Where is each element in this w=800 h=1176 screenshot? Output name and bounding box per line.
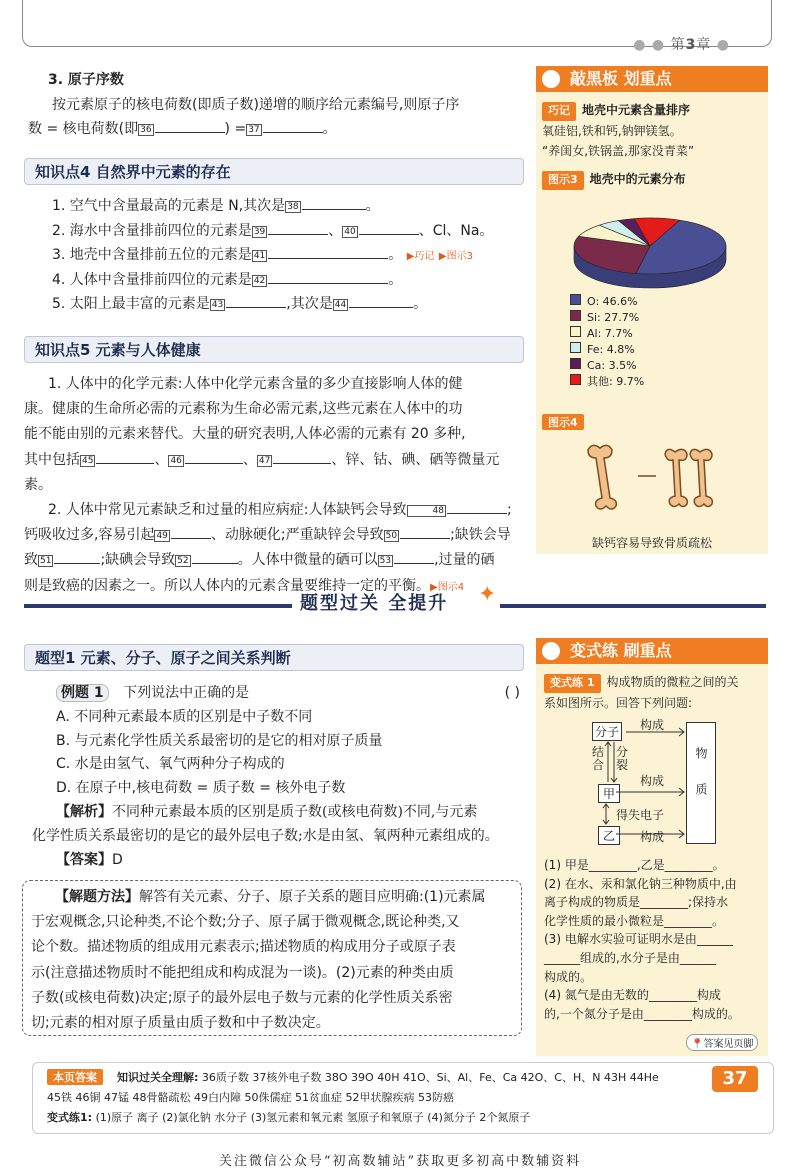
- fill-blank[interactable]: [302, 209, 366, 210]
- answer-line: 45铁 46铜 47锰 48骨骼疏松 49白内障 50侏儒症 51贫血症 52甲状腺疾病 53防癌: [47, 1091, 454, 1104]
- legend-label: Al: 7.7%: [587, 327, 633, 340]
- sidebar-title: 变式练 刷重点: [536, 638, 768, 664]
- fill-blank[interactable]: [400, 538, 450, 539]
- kp5-header: 知识点5 元素与人体健康: [24, 336, 524, 363]
- fill-blank[interactable]: [263, 132, 323, 133]
- legend-label: 其他: 9.7%: [587, 375, 645, 388]
- fill-blank[interactable]: [54, 563, 100, 564]
- diagram-arrows: [536, 716, 768, 856]
- tip-tag: 巧记: [542, 102, 576, 121]
- paragraph: 康。健康的生命所必需的元素称为生命必需元素,这些元素在人体中的功: [24, 401, 463, 418]
- paragraph: 按元素原子的核电荷数(即质子数)递增的顺序给元素编号,则原子序: [52, 96, 460, 113]
- legend-item: [570, 342, 644, 358]
- fill-blank[interactable]: [268, 258, 388, 259]
- legend-label: Si: 27.7%: [587, 311, 640, 324]
- fig4-caption: 缺钙容易导致骨质疏松: [591, 536, 712, 550]
- variant-questions: (1) 甲是________,乙是________。 (2) 在水、汞和氯化钠三种物质中,由 离子构成的物质是________;保持水 化学性质的最小微粒是________。 (3) 电解水实验可证明水是由______ ______组成的,水分子是由______ 构成的。 (4) 氮气是由无数的________构成 的,一个氮分子是由________构成的。: [544, 858, 740, 1021]
- paragraph: 其中包括 45 、 46 、 47 、锌、钴、碘、硒等微量元素。: [24, 451, 500, 493]
- kp4-list: [24, 194, 524, 317]
- analysis-cont: 化学性质关系最密切的是它的最外层电子数;水是由氢、氧两种元素组成的。: [32, 827, 499, 844]
- ref-tip[interactable]: ▶巧记: [406, 251, 435, 262]
- paragraph: 能不能由别的元素来替代。大量的研究表明,人体必需的元素有 20 多种,: [24, 426, 466, 443]
- legend-swatch: [570, 374, 581, 385]
- fill-blank[interactable]: [185, 463, 243, 464]
- legend-swatch: [570, 358, 581, 369]
- fill-blank[interactable]: [268, 283, 388, 284]
- legend-item: [570, 310, 644, 326]
- page-number: 37: [712, 1066, 758, 1092]
- legend-item: [570, 294, 644, 310]
- atomic-number-section: [24, 68, 524, 142]
- flame-icon: ✦: [478, 582, 497, 607]
- legend-label: Fe: 4.8%: [587, 343, 635, 356]
- legend-swatch: [570, 310, 581, 321]
- paragraph: 致 51 ;缺碘会导致 52 。人体中微量的硒可以 53 ,过量的硒: [24, 552, 495, 569]
- fill-blank[interactable]: [394, 563, 434, 564]
- tip-line: “养闺女,铁锅盖,那家没青菜”: [542, 144, 695, 159]
- fill-blank[interactable]: [268, 234, 328, 235]
- sidebar-variant: 变式练 刷重点 变式练 1 构成物质的微粒之间的关 系如图所示。回答下列问题: 分子 甲 乙 物质 结合 分裂 构成 构成 得失电子 构成 (1) 甲是________,乙是________。 (2) 在水、汞和氯化钠三种物质中,由 离子构成的物质是________;保持水 化学性质的最小微粒是________。 (3) 电解水实验可证明水是由______ ______组成的,水分子是由______ 构成的。 (4) 氮气是由无数的________构成 的,一个氮分子是由________构成的。 📍答案见页脚: [536, 638, 768, 1056]
- banner-left-bar: [24, 604, 292, 608]
- sidebar-key-points: [536, 66, 768, 554]
- pie-chart: [560, 212, 740, 292]
- fill-blank[interactable]: [447, 513, 507, 514]
- fill-blank[interactable]: [192, 563, 238, 564]
- answer-line: 36质子数 37核外电子数 38O 39O 40H 41O、Si、Al、Fe、Ca 42O、C、H、N 43H 44He: [201, 1071, 659, 1084]
- legend-label: Ca: 3.5%: [587, 359, 637, 372]
- list-item: 2. 海水中含量排前四位的元素是 39 、 40 、Cl、Na。: [52, 222, 494, 239]
- pie-legend: [570, 294, 644, 390]
- tip-line: 氧硅铝,铁和钙,钠钾镁氢。: [542, 123, 682, 138]
- list-item: 3. 地壳中含量排前五位的元素是 41 。 ▶巧记 ▶图示3: [52, 247, 473, 263]
- paragraph: 则是致癌的因素之一。所以人体内的元素含量要维持一定的平衡。▶图示4: [24, 577, 465, 594]
- answer: 【答案】D: [56, 851, 123, 868]
- legend-item: [570, 326, 644, 342]
- example-1: [24, 682, 524, 872]
- fill-blank[interactable]: [273, 463, 331, 464]
- legend-label: O: 46.6%: [587, 295, 638, 308]
- answer-line: (1)原子 离子 (2)氯化钠 水分子 (3)氢元素和氧元素 氢原子和氧原子 (4)氮分子 2个氮原子: [95, 1111, 531, 1124]
- bottom-note: 关注微信公众号“初高数辅站”获取更多初高中数辅资料: [218, 1154, 582, 1169]
- kp4-header: 知识点4 自然界中元素的存在: [24, 158, 524, 185]
- question-text: 下列说法中正确的是: [123, 685, 250, 701]
- section-banner: 题型过关 全提升: [300, 593, 449, 614]
- type1-header: 题型1 元素、分子、原子之间关系判断: [24, 644, 524, 671]
- legend-swatch: [570, 326, 581, 337]
- list-item: 5. 太阳上最丰富的元素是 43 ,其次是 44 。: [52, 296, 428, 312]
- answer-label: 本页答案: [47, 1069, 103, 1085]
- see-answer-link[interactable]: 📍答案见页脚: [686, 1034, 758, 1051]
- ref-fig4[interactable]: ▶图示4: [430, 581, 465, 593]
- legend-swatch: [570, 342, 581, 353]
- chapter-label: ● ● 第3章 ●: [633, 37, 730, 53]
- fig3-title: 地壳中的元素分布: [589, 172, 686, 187]
- legend-item: [570, 358, 644, 374]
- sidebar-title: 敲黑板 划重点: [536, 66, 768, 92]
- option-d: D. 在原子中,核电荷数 = 质子数 = 核外电子数: [56, 780, 346, 797]
- fig4-tag: 图示4: [542, 414, 584, 430]
- method-box: 【解题方法】解答有关元素、分子、原子关系的题目应明确:(1)元素属 于宏观概念,只论种类,不论个数;分子、原子属于微观概念,既论种类,又 论个数。描述物质的组成用元素表示;描述物质的构成用分子或原子表 示(注意描述物质时不能把组成和构成混为一谈)。(2)元素的种类由质 子数(或核电荷数)决定;原子的最外层电子数与元素的化学性质关系密 切;元素的相对原子质量由质子数和中子数决定。: [22, 880, 522, 1036]
- answer-paren: ( ): [504, 685, 520, 701]
- fill-blank[interactable]: [96, 463, 154, 464]
- paragraph: 数 = 核电荷数(即 36 ) = 37 。: [28, 121, 337, 137]
- bell-icon: [542, 70, 560, 88]
- legend-item: [570, 374, 644, 390]
- section-heading: 3. 原子序数: [48, 72, 124, 88]
- variant-icon: [542, 642, 560, 660]
- particle-diagram: 分子 甲 乙 物质 结合 分裂 构成 构成 得失电子 构成: [536, 716, 768, 856]
- answer-footer: 本页答案 知识过关全理解: 36质子数 37核外电子数 38O 39O 40H 41O、Si、Al、Fe、Ca 42O、C、H、N 43H 44He 45铁 46铜 47锰 48骨骼疏松 49白内障 50侏儒症 51贫血症 52甲状腺疾病 53防癌 变式练1: (1)原子 离子 (2)氯化钠 水分子 (3)氢元素和氧元素 氢原子和氧原子 (4)氮分子 2个氮原子: [32, 1062, 774, 1134]
- banner-right-bar: [500, 604, 766, 608]
- fill-blank[interactable]: [359, 234, 419, 235]
- fill-blank[interactable]: [171, 538, 211, 539]
- kp5-body: [24, 372, 524, 599]
- fill-blank[interactable]: [349, 307, 413, 308]
- paragraph: 钙吸收过多,容易引起 49 、动脉硬化;严重缺锌会导致 50 ;缺铁会导: [24, 527, 511, 544]
- ref-fig3[interactable]: ▶图示3: [438, 251, 473, 262]
- fig3-tag: 图示3: [542, 171, 584, 190]
- option-b: B. 与元素化学性质关系最密切的是它的相对原子质量: [56, 732, 383, 749]
- bone-illustration: [580, 438, 730, 518]
- option-a: A. 不同种元素最本质的区别是中子数不同: [56, 708, 313, 725]
- tip-title: 地壳中元素含量排序: [582, 103, 691, 117]
- analysis: 【解析】不同种元素最本质的区别是质子数(或核电荷数)不同,与元素: [56, 803, 478, 820]
- paragraph: 2. 人体中常见元素缺乏和过量的相应病症:人体缺钙会导致 48 ;: [48, 501, 512, 518]
- legend-swatch: [570, 294, 581, 305]
- paragraph: 1. 人体中的化学元素:人体中化学元素含量的多少直接影响人体的健: [48, 376, 463, 392]
- fill-blank[interactable]: [226, 307, 286, 308]
- example-tag: 例题 1: [56, 684, 109, 702]
- list-item: 1. 空气中含量最高的元素是 N,其次是 38 。: [52, 198, 380, 214]
- option-c: C. 水是由氢气、氧气两种分子构成的: [56, 756, 285, 773]
- list-item: 4. 人体中含量排前四位的元素是 42 。: [52, 271, 403, 288]
- fill-blank[interactable]: [155, 132, 225, 133]
